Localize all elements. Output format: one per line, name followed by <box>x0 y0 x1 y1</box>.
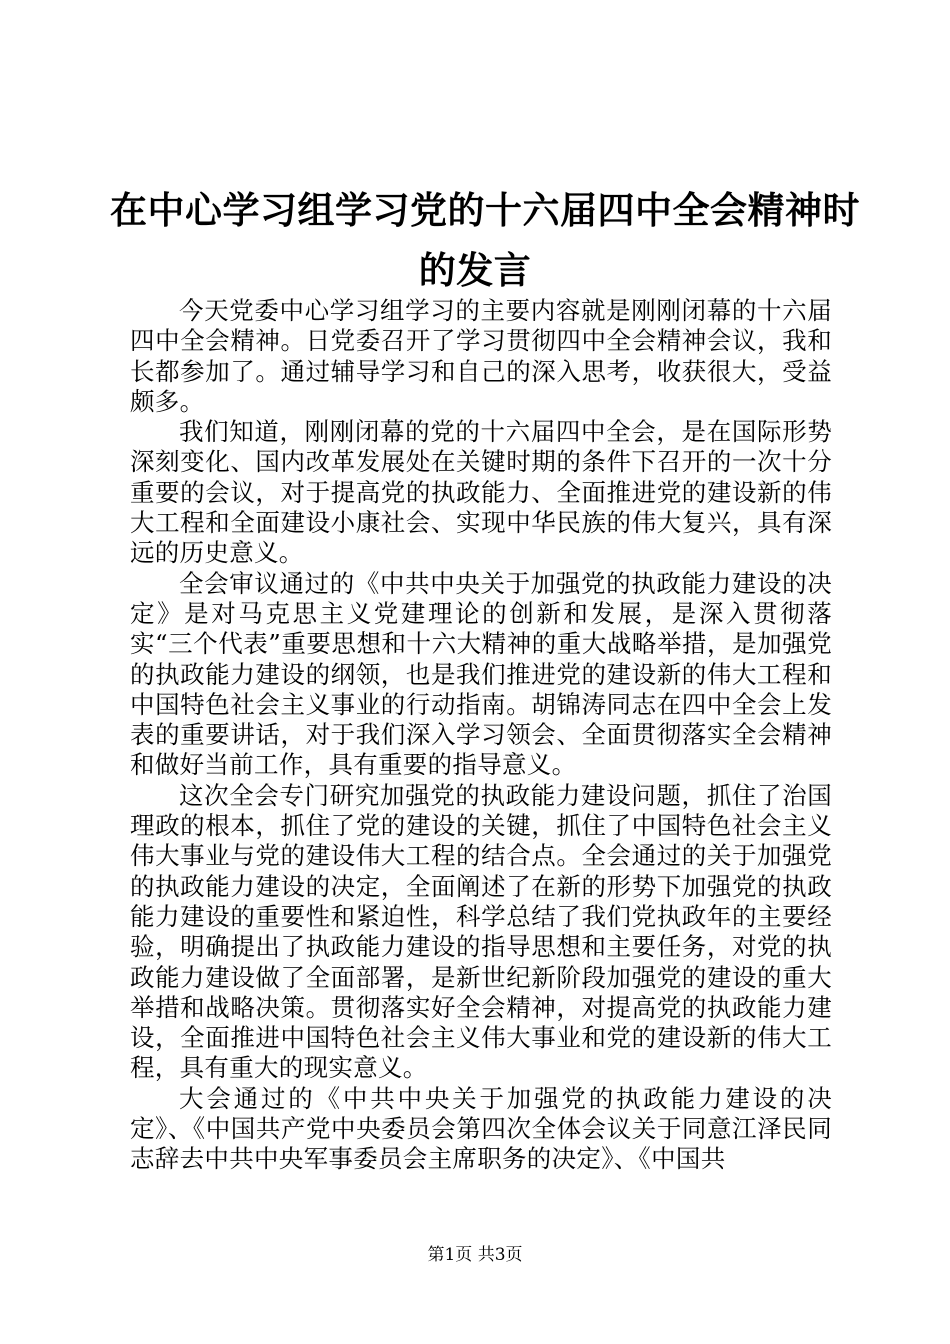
paragraph: 全会审议通过的《中共中央关于加强党的执政能力建设的决定》是对马克思主义党建理论的创新和发展，是深入贯彻落实“三个代表”重要思想和十六大精神的重大战略举措，是加强党的执政能力建设的纲领，也是我们推进党的建设新的伟大工程和中国特色社会主义事业的行动指南。胡锦涛同志在四中全会上发表的重要讲话，对于我们深入学习领会、全面贯彻落实全会精神和做好当前工作，具有重要的指导意义。 <box>130 568 832 780</box>
page-footer: 第1页 共3页 <box>427 1245 523 1265</box>
paragraph: 我们知道，刚刚闭幕的党的十六届四中全会，是在国际形势深刻变化、国内改革发展处在关键时期的条件下召开的一次十分重要的会议，对于提高党的执政能力、全面推进党的建设新的伟大工程和全面建设小康社会、实现中华民族的伟大复兴，具有深远的历史意义。 <box>130 417 832 568</box>
paragraph: 大会通过的《中共中央关于加强党的执政能力建设的决定》、《中国共产党中央委员会第四次全体会议关于同意江泽民同志辞去中共中央军事委员会主席职务的决定》、《中国共 <box>130 1083 832 1174</box>
document-title-line-1: 在中心学习组学习党的十六届四中全会精神时 <box>110 189 860 232</box>
paragraph: 这次全会专门研究加强党的执政能力建设问题，抓住了治国理政的根本，抓住了党的建设的关键，抓住了中国特色社会主义伟大事业与党的建设伟大工程的结合点。全会通过的关于加强党的执政能力建设的决定，全面阐述了在新的形势下加强党的执政能力建设的重要性和紧迫性，科学总结了我们党执政年的主要经验，明确提出了执政能力建设的指导思想和主要任务，对党的执政能力建设做了全面部署，是新世纪新阶段加强党的建设的重大举措和战略决策。贯彻落实好全会精神，对提高党的执政能力建设，全面推进中国特色社会主义伟大事业和党的建设新的伟大工程，具有重大的现实意义。 <box>130 780 832 1083</box>
paragraph: 今天党委中心学习组学习的主要内容就是刚刚闭幕的十六届四中全会精神。日党委召开了学习贯彻四中全会精神会议，我和长都参加了。通过辅导学习和自己的深入思考，收获很大，受益颇多。 <box>130 296 832 416</box>
document-title-line-2: 的发言 <box>418 249 532 292</box>
document-body <box>130 296 832 1175</box>
